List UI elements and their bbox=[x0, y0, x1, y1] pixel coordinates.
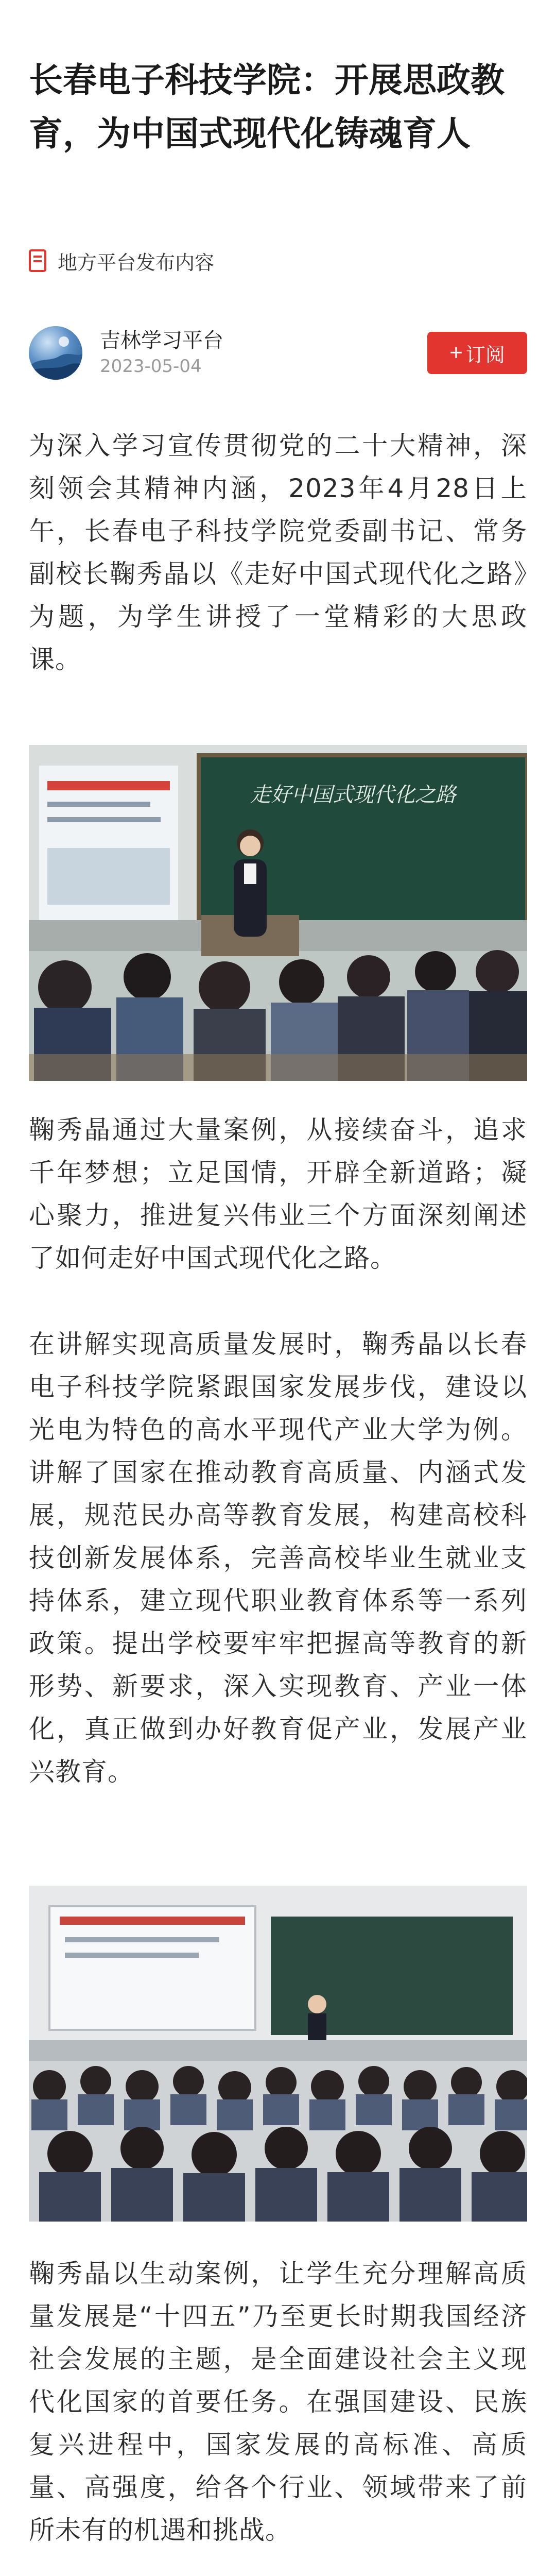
blackboard-text: 走好中国式现代化之路 bbox=[250, 783, 456, 807]
publish-date: 2023-05-04 bbox=[100, 356, 202, 377]
source-row bbox=[29, 245, 214, 276]
article-title: 长春电子科技学院：开展思政教育，为中国式现代化铸魂育人 bbox=[29, 60, 505, 154]
subscribe-label: 订阅 bbox=[465, 344, 505, 366]
paragraph-3: 在讲解实现高质量发展时，鞠秀晶以长春电子科技学院紧跟国家发展步伐，建设以光电为特色的高水平现代产业大学为例。讲解了国家在推动教育高质量、内涵式发展，规范民办高等教育发展，构建高校科技创新发展体系，完善高校毕业生就业支持体系，建立现代职业教育体系等一系列政策。提出学校要牢牢把握高等教育的新形势、新要求，深入实现教育、产业一体化，真正做到办好教育促产业，发展产业兴教育。 bbox=[29, 1329, 527, 1787]
lecture-photo-2 bbox=[29, 1886, 527, 2222]
avatar[interactable] bbox=[29, 326, 82, 380]
plus-icon: + bbox=[449, 340, 463, 365]
lecture-photo-1 bbox=[29, 745, 527, 1081]
author-meta bbox=[100, 327, 427, 379]
author-name[interactable]: 吉林学习平台 bbox=[100, 329, 223, 352]
paragraph-1: 为深入学习宣传贯彻党的二十大精神，深刻领会其精神内涵，2023年4月28日上午，长春电子科技学院党委副书记、常务副校长鞠秀晶以《走好中国式现代化之路》为题，为学生讲授了一堂精彩的大思政课。 bbox=[29, 431, 527, 674]
source-label: 地方平台发布内容 bbox=[58, 251, 215, 274]
paragraph-2: 鞠秀晶通过大量案例，从接续奋斗，追求千年梦想；立足国情，开辟全新道路；凝心聚力，推进复兴伟业三个方面深刻阐述了如何走好中国式现代化之路。 bbox=[29, 1115, 527, 1273]
subscribe-button[interactable] bbox=[427, 332, 527, 374]
author-row bbox=[29, 325, 527, 381]
bookmark-icon bbox=[29, 249, 46, 272]
paragraph-4: 鞠秀晶以生动案例，让学生充分理解高质量发展是“十四五”乃至更长时期我国经济社会发展的主题，是全面建设社会主义现代化国家的首要任务。在强国建设、民族复兴进程中，国家发展的高标准、高质量、高强度，给各个行业、领域带来了前所未有的机遇和挑战。 bbox=[29, 2259, 527, 2545]
